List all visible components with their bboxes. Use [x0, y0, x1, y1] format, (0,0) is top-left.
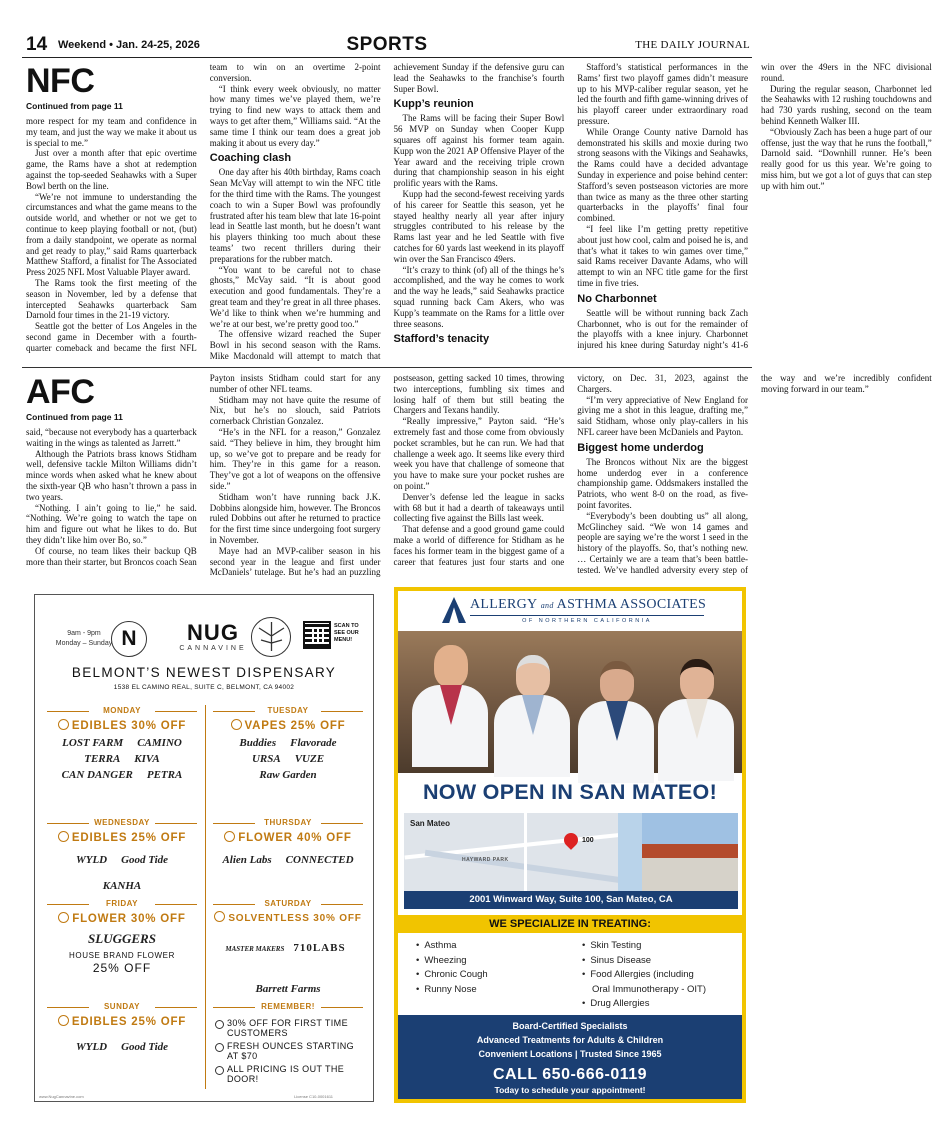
day-label: WEDNESDAY: [47, 817, 197, 829]
brand: Buddies: [239, 737, 277, 749]
brand-list: [47, 735, 197, 783]
brand-list: [213, 735, 363, 783]
leaf-icon: [253, 618, 290, 655]
name-part: ALLERGY: [470, 597, 537, 612]
nfc-subhead: Coaching clash: [209, 152, 292, 165]
list-item: • Wheezing: [416, 954, 488, 969]
nfc-paragraph: Kupp had the second-fewest receiving yards of his career for Seattle this season, yet he stayed healthy nearly all year after injury struggles contributed to his release by the Rams last year and he led Seattle with five catches for 60 yards last weekend in its playoff win over the San Francisco 49ers.: [393, 188, 565, 264]
doctors-photo: [398, 631, 742, 773]
saturday-deal: [213, 898, 363, 1009]
afc-article: [26, 373, 932, 579]
doctor-figure: [658, 659, 734, 773]
doctor-head: [434, 645, 468, 687]
brand: CONNECTED: [285, 854, 354, 866]
list-item: • Chronic Cough: [416, 968, 488, 983]
nfc-subhead: Stafford’s tenacity: [393, 333, 490, 346]
section-divider: [22, 367, 752, 368]
nfc-paragraph: The Rams will be facing their Super Bowl 56 MVP on Sunday when Cooper Kupp squares off against his former team again. Kupp won the 2021 AP Offensive Player of the Year award and the receiving triple crown during that championship season in his eight prolific years with the Rams.: [393, 113, 565, 189]
day-label: SUNDAY: [47, 1001, 197, 1013]
brand: PETRA: [146, 769, 183, 781]
thursday-deal: [213, 817, 363, 873]
brand-list: [47, 1031, 197, 1063]
nfc-paragraph: The offensive wizard reached the Super Bowl in his second season with the Rams. Mike Macdonald will attempt to match that achievement Sunday if the defensive guru can lead the Seahawks to the franchise’s fourth Super Bowl.: [209, 62, 565, 361]
nfc-paragraph: “You want to be careful not to chase ghosts,” McVay said. “It is about good execution and good fundamentals. They’re a great team and they’re great in all three phases. We’d like to think when we’re humming and we’re at our best, we’re pretty good too.”: [209, 264, 381, 329]
nfc-paragraph: The Rams took the first meeting of the season in November, led by a defense that intercepted Seahawks quarterback Sam Darnold four times in the 21-19 victory.: [26, 277, 197, 321]
remember-item: FRESH OUNCES STARTING AT $70: [227, 1042, 363, 1061]
map-pin-icon: [561, 830, 581, 850]
brand: CAN DANGER: [61, 769, 133, 781]
sunday-deal: [47, 1001, 197, 1063]
clinic-name: [470, 597, 706, 614]
afc-paragraph: Although the Patriots brass knows Stidham well, defensive tackle Milton Williams didn’t mince words when asked what he knew about the sixth-year QB who hasn’t thrown a pass in two years.: [26, 448, 197, 502]
list-item: • Runny Nose: [416, 983, 488, 998]
nfc-article: [26, 62, 932, 362]
brand-list: [47, 847, 197, 899]
nfc-paragraph: “I think every week obviously, no matter how many times we’ve played them, we’re trying to find new ways to attack them and ways to get after them,” Williams said. “At the same time I think our team does a great job making it about us every day.”: [209, 83, 381, 148]
afc-paragraph: Stidham may not have quite the resume of Nix, but he’s no slouch, said Patriots cornerback Christian Gonzalez.: [209, 394, 381, 427]
nfc-paragraph: “We’re not immune to understanding the circumstances and what the game means to the outside world, and whether or not we get to continue to keep playing football or not, (but) from a daily standpoint, we operate as normal and get ready to play,” said Rams quarterback Matthew Stafford, a finalist for The Associated Press 2025 NFL Most Valuable Player award.: [26, 191, 197, 278]
nug-website[interactable]: www.NugCannavine.com: [39, 1094, 84, 1099]
remember-item: 30% OFF FOR FIRST TIME CUSTOMERS: [227, 1019, 363, 1038]
contact-panel: [398, 1015, 742, 1099]
deal-text: FLOWER 30% OFF: [47, 910, 197, 928]
brand: VUZE: [294, 753, 325, 765]
brand: KIVA: [134, 753, 160, 765]
tagline: Board-Certified Specialists: [512, 1021, 628, 1031]
allergy-asthma-ad[interactable]: [394, 587, 746, 1103]
specialize-heading: WE SPECIALIZE IN TREATING:: [398, 915, 742, 933]
list-item: • Asthma: [416, 939, 488, 954]
nug-license: License C10-0001611: [294, 1094, 333, 1099]
map-city-label: San Mateo: [410, 819, 451, 828]
nug-dispensary-ad[interactable]: [34, 594, 374, 1102]
dispensary-address: 1538 EL CAMINO REAL, SUITE C, BELMONT, CA 94002: [113, 684, 295, 691]
leaf-logo-icon: [251, 617, 291, 657]
monday-deal: [47, 705, 197, 783]
cookie-icon: [58, 1015, 69, 1026]
brand: Alien Labs: [222, 854, 272, 866]
afc-paragraph: “Nothing. I ain’t going to lie,” he said. “Nothing. We’re going to watch the tape on him and figure out what he likes to do. But they didn’t like him over Bo, so.”: [26, 502, 197, 545]
list-item: • Food Allergies (including: [582, 968, 706, 983]
afc-subhead: Biggest home underdog: [577, 441, 704, 454]
afc-paragraph: Maye had an MVP-caliber season in his second year in the league and first under McDaniels’ tutelage. But he’s had an puzzling postseason, getting sacked 10 times, throwing two interceptions, fumbling six times and losing half of them but still beating the Chargers and Texans handily.: [209, 373, 565, 578]
nug-logo: NUG: [187, 620, 239, 645]
doctor-figure: [494, 655, 570, 773]
allergy-logo-bar: [398, 591, 742, 631]
nfc-title: NFC: [26, 62, 95, 100]
doctor-figure: [412, 645, 488, 773]
tagline: Advanced Treatments for Adults & Children: [476, 1035, 664, 1045]
building-photo: [642, 813, 738, 891]
afc-paragraph: “I’m very appreciative of New England for giving me a shot in this league, drafting me,” said Stidham, whose only play-callers in his NFL career have been McDaniels and Payton.: [577, 394, 748, 437]
brand: Raw Garden: [259, 769, 317, 781]
nfc-paragraph: Just over a month after that epic overtime game, the Rams have a shot at redemption against the top-seeded Seahawks with a Super Bowl berth on the line.: [26, 148, 197, 191]
list-item-continued: Oral Immunotherapy - OIT): [592, 983, 707, 995]
afc-paragraph: Of course, no team likes their backup QB more than their starter, but Broncos coach Sean Payton insists Stidham could start for any number of other NFL teams.: [26, 373, 381, 567]
nug-logo-sub: CANNAVINE: [179, 645, 247, 652]
brand: WYLD: [75, 1041, 108, 1053]
day-label: TUESDAY: [213, 705, 363, 717]
brand-list: [213, 847, 363, 873]
name-part: ASTHMA ASSOCIATES: [556, 597, 707, 612]
page-header: [22, 34, 752, 58]
nfc-paragraph: During the regular season, Charbonnet led the Seahawks with 12 rushing touchdowns and had 730 yards rushing, second on the team behind Kenneth Walker III.: [761, 83, 932, 126]
afc-paragraph: That defense and a good ground game could make a world of difference for Stidham as he faces his former team in the biggest game of a career that features just four starts and one victory, on Dec. 31, 2023, against the Chargers.: [393, 373, 748, 567]
brand: Good Tide: [121, 854, 169, 866]
section-title: SPORTS: [346, 34, 428, 55]
afc-paragraph: “Really impressive,” Payton said. “He’s extremely fast and those come from obviously pocket scrambles, but he can run. We had that challenge a week ago. It seems like every third week you have that challenge of someone that you have to make sure your pocket rushes are on point.”: [393, 416, 565, 491]
brand: Flavorade: [290, 737, 337, 749]
mountain-logo-icon: [442, 597, 466, 623]
solventless-icon: [214, 911, 225, 922]
tuesday-deal: [213, 705, 363, 783]
house-brand-text: HOUSE BRAND FLOWER: [69, 951, 175, 960]
clinic-address: 2001 Winward Way, Suite 100, San Mateo, CA: [404, 891, 738, 909]
list-item: • Drug Allergies: [582, 997, 706, 1012]
nfc-subhead: No Charbonnet: [577, 292, 657, 305]
brand: KANHA: [102, 880, 142, 892]
deal-text: VAPES 25% OFF: [213, 717, 363, 735]
cookie-icon: [58, 719, 69, 730]
column-divider: [205, 705, 206, 1089]
nfc-paragraph: “It’s crazy to think (of) all of the things he’s accomplished, and the way he comes to work and the way he leads,” said Seahawks practice squad running back Cam Akers, who was Kupp’s teammate on the Rams for a little over three seasons.: [393, 264, 565, 329]
brand: Good Tide: [121, 1041, 169, 1053]
nfc-paragraph: Stafford’s statistical performances in the Rams’ first two playoff games didn’t measure up to his MVP-caliber regular season, yet he led the fourth and fifth game-winning drives of his playoff career under extraordinary road pressure.: [577, 62, 748, 126]
nfc-paragraph: Seattle will be without running back Zach Charbonnet, who is out for the remainder of the playoffs with a knee injury. Charbonnet injured his knee during Saturday night’s 41-6 win over the 49ers in the NFC divisional round.: [577, 62, 932, 351]
nfc-subhead: Kupp’s reunion: [393, 98, 474, 111]
nfc-paragraph: more respect for my team and confidence in my team, and just the way we make it about us is special to me.”: [26, 116, 197, 148]
clinic-region: OF NORTHERN CALIFORNIA: [470, 615, 704, 624]
now-open-headline: NOW OPEN IN SAN MATEO!: [422, 780, 718, 804]
days-text: Monday – Sunday: [55, 640, 113, 647]
brand-sluggers: SLUGGERS: [88, 931, 156, 946]
remember-item: ALL PRICING IS OUT THE DOOR!: [227, 1065, 363, 1084]
deal-text: EDIBLES 25% OFF: [47, 829, 197, 847]
page-number: 14: [26, 34, 48, 55]
doctor-figure: [578, 661, 654, 773]
afc-paragraph: The Broncos without Nix are the biggest home underdog ever in a conference championship game. Oddsmakers installed the Patriots, who went 8-0 on the road, as five-point favorites.: [577, 456, 748, 510]
doctor-head: [600, 661, 634, 703]
store-hours: [49, 629, 119, 649]
issue-date: Weekend • Jan. 24-25, 2026: [58, 39, 200, 51]
afc-continued: Continued from page 11: [26, 412, 123, 422]
afc-title: AFC: [26, 373, 95, 411]
cookie-icon: [58, 831, 69, 842]
remember-box: [213, 1001, 363, 1088]
deal-text: SOLVENTLESS 30% OFF: [213, 910, 363, 928]
deal-text: EDIBLES 30% OFF: [47, 717, 197, 735]
phone-number[interactable]: CALL 650-666-0119: [492, 1066, 648, 1083]
tagline: Convenient Locations | Trusted Since 1965: [478, 1049, 662, 1059]
nfc-paragraph: “Obviously Zach has been a huge part of our offense, just the way that he runs the football,” Darnold said. “Downhill runner. He’s been really good for us this year. We’re going to miss him, but we got a lot of guys that can step up with him out.”: [761, 126, 932, 191]
brand: Barrett Farms: [255, 983, 321, 995]
map-road: [524, 813, 527, 891]
brand: MASTER MAKERS: [225, 945, 285, 953]
remember-label: REMEMBER!: [213, 1001, 363, 1013]
friday-deal: [47, 898, 197, 976]
day-label: THURSDAY: [213, 817, 363, 829]
afc-paragraph: Denver’s defense led the league in sacks with 68 but it had a dearth of takeaways until collecting five against the Bills last week.: [393, 491, 565, 524]
map-highway: [425, 850, 644, 887]
map-area-label: HAYWARD PARK: [462, 857, 509, 863]
afc-paragraph: “He’s in the NFL for a reason,” Gonzalez said. “They believe in him, they brought him up, so we’ve got to prepare and be ready for him. They’re in this game for a reason. They’ve got a lot of weapons on the offensive side.”: [209, 426, 381, 491]
afc-paragraph: said, “because not everybody has a quarterback waiting in the wings as talented as Jarrett.”: [26, 427, 197, 448]
name-part: and: [540, 601, 554, 610]
leaf-icon: [58, 912, 69, 923]
location-map[interactable]: [404, 813, 738, 891]
dispensary-title: BELMONT’S NEWEST DISPENSARY: [71, 665, 337, 680]
nfc-paragraph: “I feel like I’m getting pretty repetitive about just how cool, calm and poised he is, and that’s what it takes to win games over time,” said Rams receiver Davante Adams, who will attempt to win an NFC title game for the first time in five tries.: [577, 223, 748, 288]
treatment-list: [416, 939, 488, 997]
call-to-action: Today to schedule your appointment!: [494, 1085, 646, 1095]
brand-list: [213, 928, 363, 1009]
map-water: [618, 813, 642, 891]
brand: URSA: [251, 753, 281, 765]
nfc-paragraph: While Orange County native Darnold has demonstrated his skills and moxie during two strong seasons with the Vikings and Seahawks, the Rams could have a decided advantage Sunday in experience and poise behind center: Stafford’s seven postseason victories are more than twice as many as the three other starting quarterbacks in the playoffs’ final four combined.: [577, 126, 748, 224]
afc-paragraph: “Everybody’s been doubting us” all along, McGlinchey said. “We won 14 games and people are saying we’re the worst 1 seed in the history of the playoffs. So, that’s nothing new. … Certainly we are a team that’s been battle-tested. We’ve handled adversity every step of the way and we’re incredibly confident moving forward in our team.”: [577, 373, 932, 575]
brand: WYLD: [75, 854, 108, 866]
doctor-head: [680, 659, 714, 701]
list-item: • Sinus Disease: [582, 954, 706, 969]
treatment-list: [582, 939, 706, 1012]
doctor-head: [516, 655, 550, 697]
list-item: • Skin Testing: [582, 939, 706, 954]
brand: CAMINO: [137, 737, 182, 749]
brand: 710LABS: [293, 942, 346, 954]
vape-icon: [231, 719, 242, 730]
nfc-paragraph: Seattle got the better of Los Angeles in the second game in December with a fourth-quarter comeback and became the first NFL team to win on an overtime 2-point conversion.: [26, 62, 381, 353]
day-label: MONDAY: [47, 705, 197, 717]
deal-text: FLOWER 40% OFF: [213, 829, 363, 847]
day-label: SATURDAY: [213, 898, 363, 910]
hours-text: 9am - 9pm: [67, 630, 101, 637]
brand: TERRA: [84, 753, 121, 765]
wednesday-deal: [47, 817, 197, 899]
day-label: FRIDAY: [47, 898, 197, 910]
leaf-icon: [224, 831, 235, 842]
brand: LOST FARM: [62, 737, 124, 749]
paper-name: THE DAILY JOURNAL: [635, 39, 750, 51]
deal-text: EDIBLES 25% OFF: [47, 1013, 197, 1031]
afc-paragraph: Stidham won’t have running back J.K. Dobbins alongside him, however. The Broncos ruled Dobbins out after he returned to practice for the first time since undergoing foot surgery in November.: [209, 491, 381, 545]
map-suite-label: 100: [582, 837, 594, 844]
nfc-paragraph: One day after his 40th birthday, Rams coach Sean McVay will attempt to win the NFC title for the third time with the Rams. The youngest coach to win a Super Bowl was profoundly frustrated after his team blew that late 16-point lead in Seattle last month, but he doesn’t want his players thinking too much about these teams’ two recent thrillers during their preparations for the rubber match.: [209, 167, 381, 264]
nfc-continued: Continued from page 11: [26, 101, 123, 111]
n-logo-icon: N: [111, 621, 147, 657]
qr-code-icon[interactable]: [303, 621, 331, 649]
house-brand-discount: 25% OFF: [92, 961, 152, 975]
scan-menu-text: SCAN TO SEE OUR MENU!: [334, 623, 359, 643]
